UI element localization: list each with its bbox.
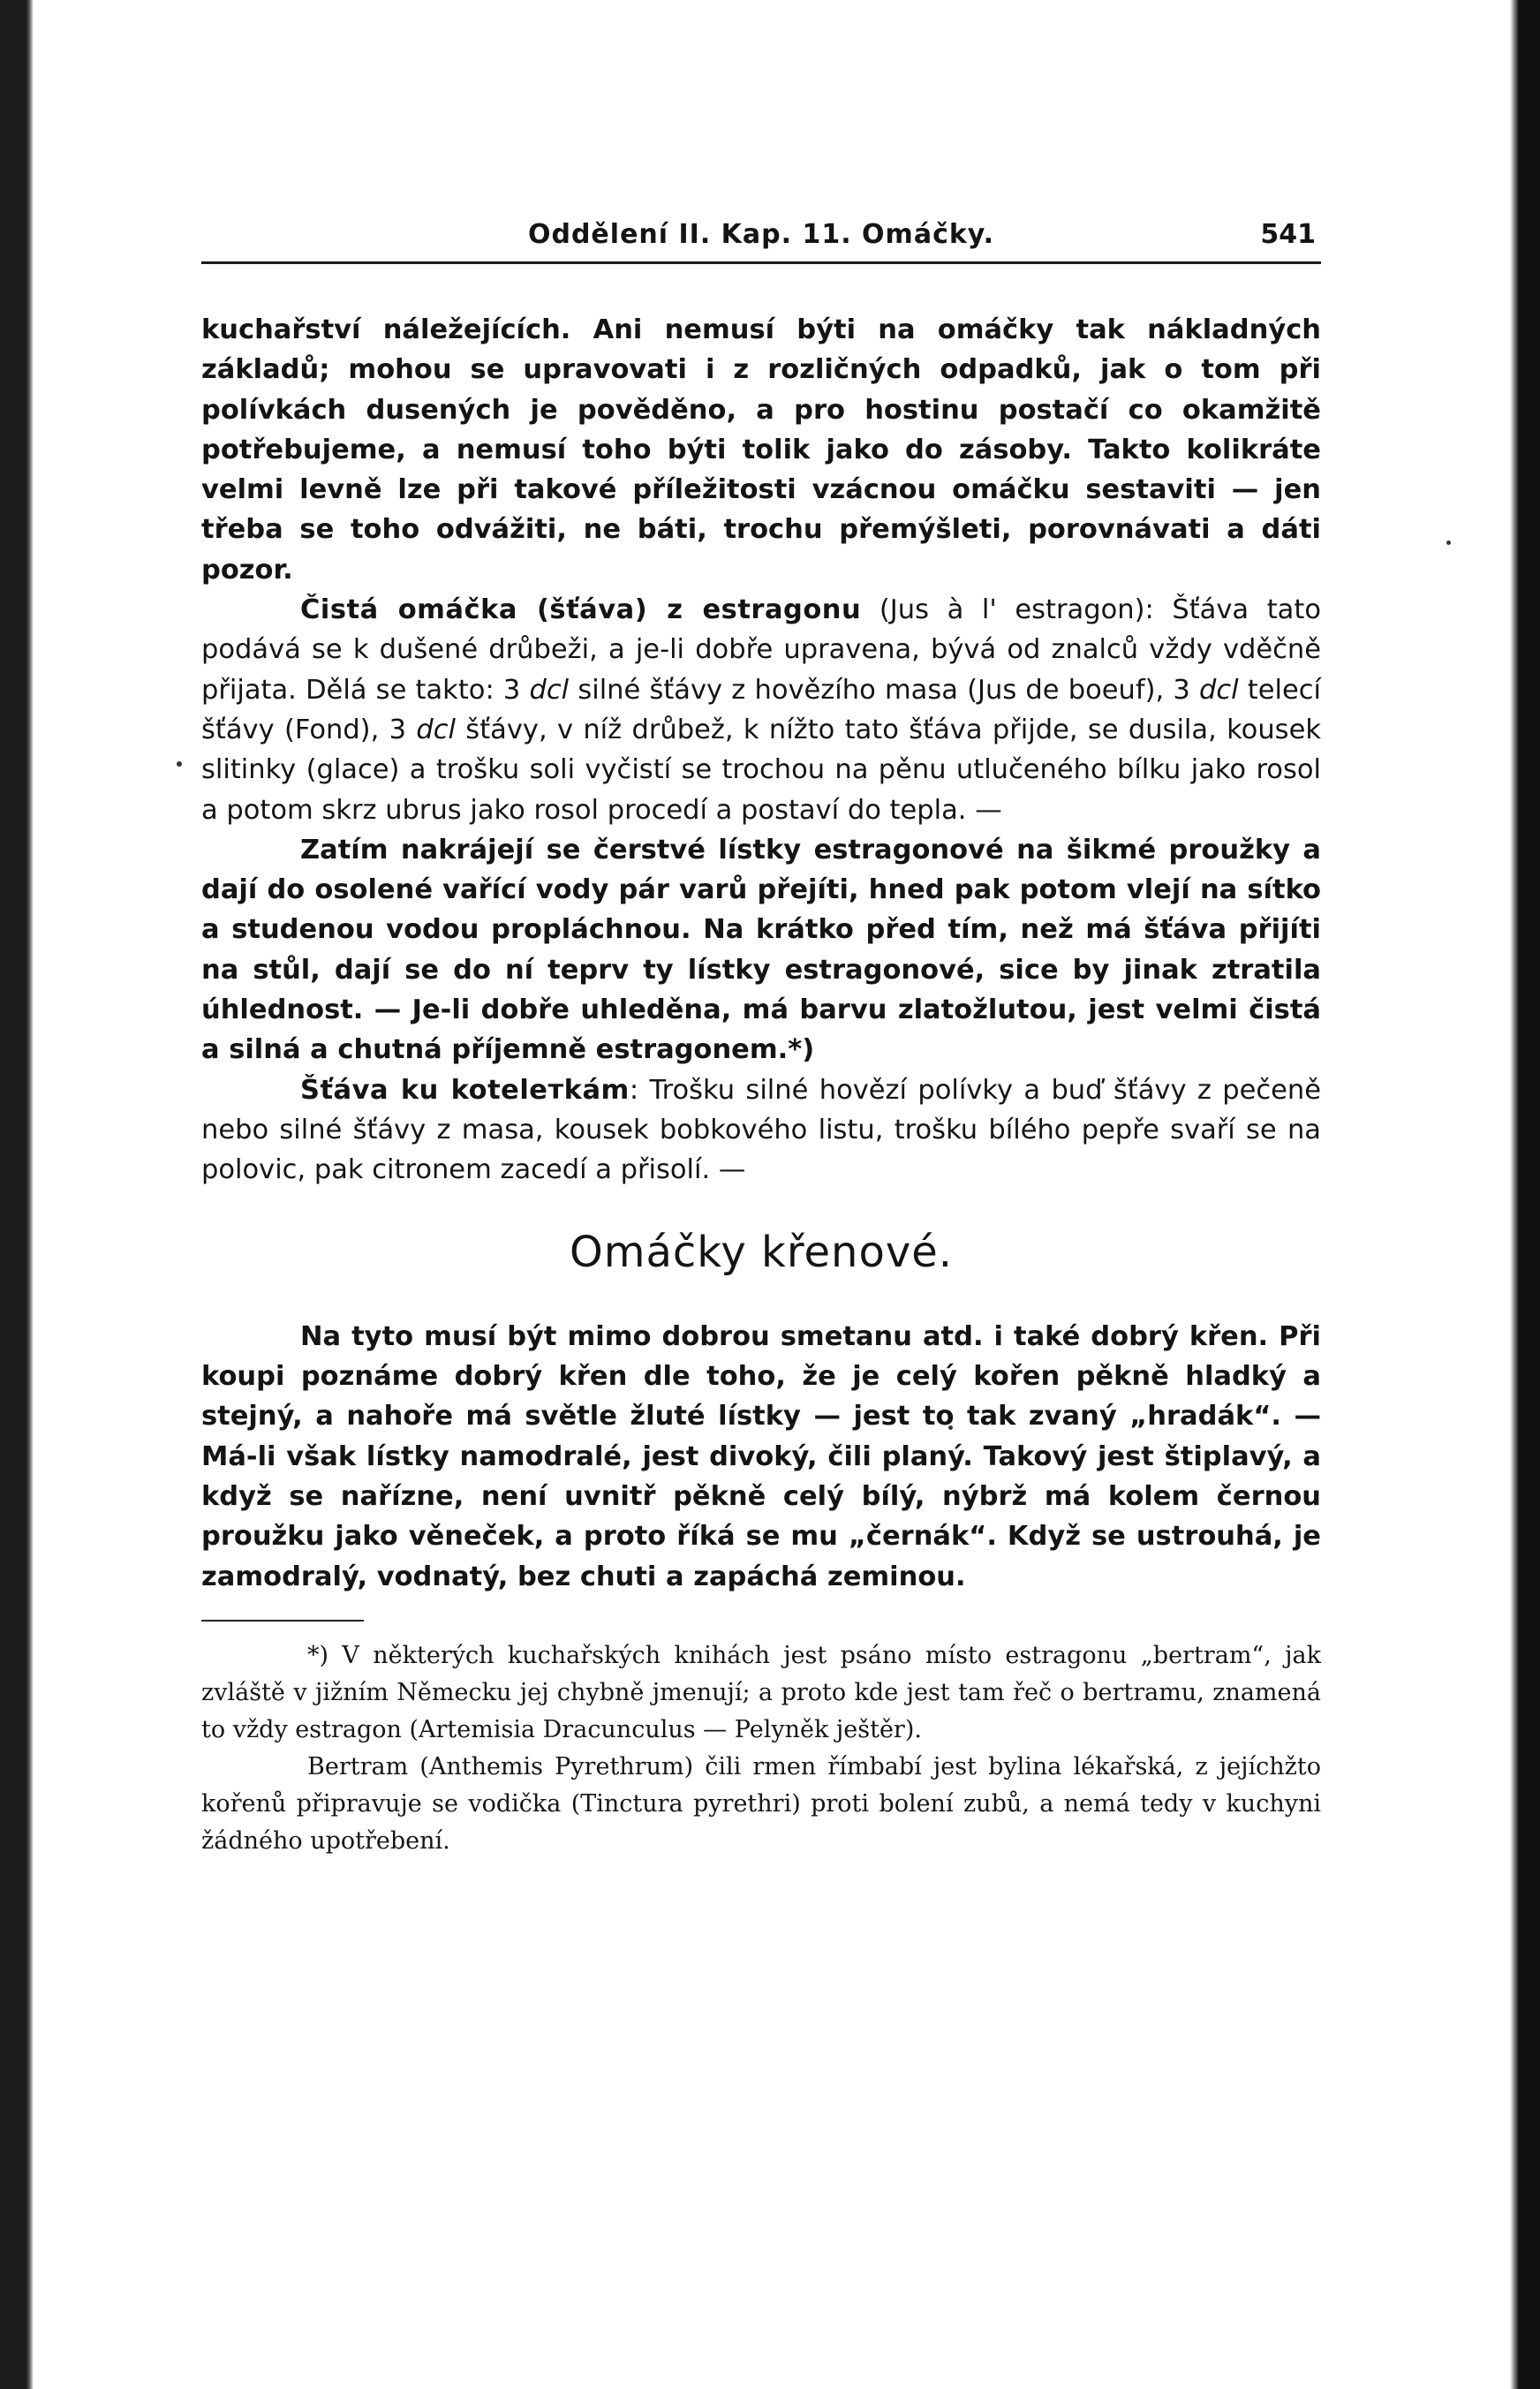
unit-dcl: dcl [1199,674,1239,706]
scan-left-edge [0,0,34,2389]
scan-speck [177,761,182,767]
running-head-title: Oddělení II. Kap. 11. Omáčky. [527,219,994,250]
estragon-text-c: telecí šťávy (Fond), 3 [201,674,1322,745]
paragraph-estragon-leaves: Zatím nakrájejí se čerstvé lístky estragonové na šikmé proužky a dají do osolené vařící vody pár varů přejíti, hned pak potom vlejí na sítko a studenou vodou propláchnou. Na krátko před tím, než má šťáva přijíti na stůl, dají se do ní teprv ty lístky estragonové, sice by jinak ztratila úhlednost. — Je-li dobře uhleděna, má barvu zlatožlutou, jest velmi čistá a silná a chutná příjemně estragonem.*) [201,834,1321,1066]
paragraph-intro: kuchařství náležejících. Ani nemusí býti na omáčky tak nákladných základů; mohou se upravovati i z rozličných odpadků, jak o tom při polívkách dusených je pověděno, a pro hostinu postačí co okamžitě potřebujeme, a nemusí toho býti tolik jako do zásoby. Takto kolikráte velmi levně lze při takové příležitosti vzácnou omáčku sestaviti — jen třeba se toho odvážiti, ne báti, trochu přemýšleti, porovnávati a dáti pozor. [201,314,1321,586]
main-text [201,310,1321,1597]
footnote-2: Bertram (Anthemis Pyrethrum) čili rmen římbabí jest bylina lékařská, z jejíchžto kořenů připravuje se vodička (Tinctura pyrethri) proti bolení zubů, a nemá tedy v kuchyni žádného upotřebení. [201,1752,1321,1855]
page-number: 541 [1260,219,1316,250]
scan-speck [1446,541,1451,545]
section-title: Omáčky křenové. [569,1227,954,1277]
paragraph-estragon [201,590,1321,830]
recipe-heading-estragon: Čistá omáčka (šťáva) z estragonu [300,594,862,626]
book-page [201,215,1321,1860]
running-head [201,215,1321,264]
kotelety-text: : Trošku silné hovězí polívky a buď šťávy z pečeně nebo silné šťávy z masa, kousek bobkového listu, trošku bílého pepře svaří se na polovic, pak citronem zacedí a přisolí. — [201,1074,1321,1186]
unit-dcl: dcl [416,714,456,745]
recipe-heading-kotelety: Šťáva ku kotelетkám [300,1074,630,1106]
estragon-text-d: šťávy, v níž drůbež, k nížto tato šťáva přijde, se dusila, kousek slitinky (glace) a trošku soli vyčistí se trochou na pěnu utlučeného bílku jako rosol a potom skrz ubrus jako rosol procedí a postaví do tepla. — [201,714,1321,826]
estragon-text-b: silné šťávy z hovězího masa (Jus de boeuf), 3 [569,674,1199,706]
unit-dcl: dcl [529,674,570,706]
estragon-text-a: (Jus à l' estragon): Šťáva tato podává se k dušené drůbeži, a je-li dobře upravena, bývá od znalců vždy vděčně přijata. Dělá se takto: 3 [201,594,1321,706]
footnote-1: *) V některých kuchařských knihách jest psáno místo estragonu „bertram“, jak zvláště v jižním Německu jej chybně jmenují; a proto kde jest tam řeč o bertramu, znamená to vždy estragon (Artemisia Dracunculus — Pelyněk ještěr). [201,1641,1321,1743]
footnotes [201,1637,1321,1860]
footnote-rule [201,1620,364,1622]
scan-right-edge [1510,0,1540,2389]
paragraph-kren: Na tyto musí být mimo dobrou smetanu atd. i také dobrý křen. Při koupi poznáme dobrý křen dle toho, že je celý kořen pěkně hladký a stejný, a nahoře má světle žluté lístky — jest to tak zvaný „hradák“. — Má-li však lístky namodralé, jest divoký, čili planý. Takový jest štiplavý, a když se nařízne, není uvnitř pěkně celý bílý, nýbrž má kolem černou proužku jako věneček, a proto říká se mu „černák“. Když se ustrouhá, je zamodralý, vodnatý, bez chuti a zapáchá zeminou. [201,1320,1321,1592]
paragraph-kotelety [201,1070,1321,1191]
